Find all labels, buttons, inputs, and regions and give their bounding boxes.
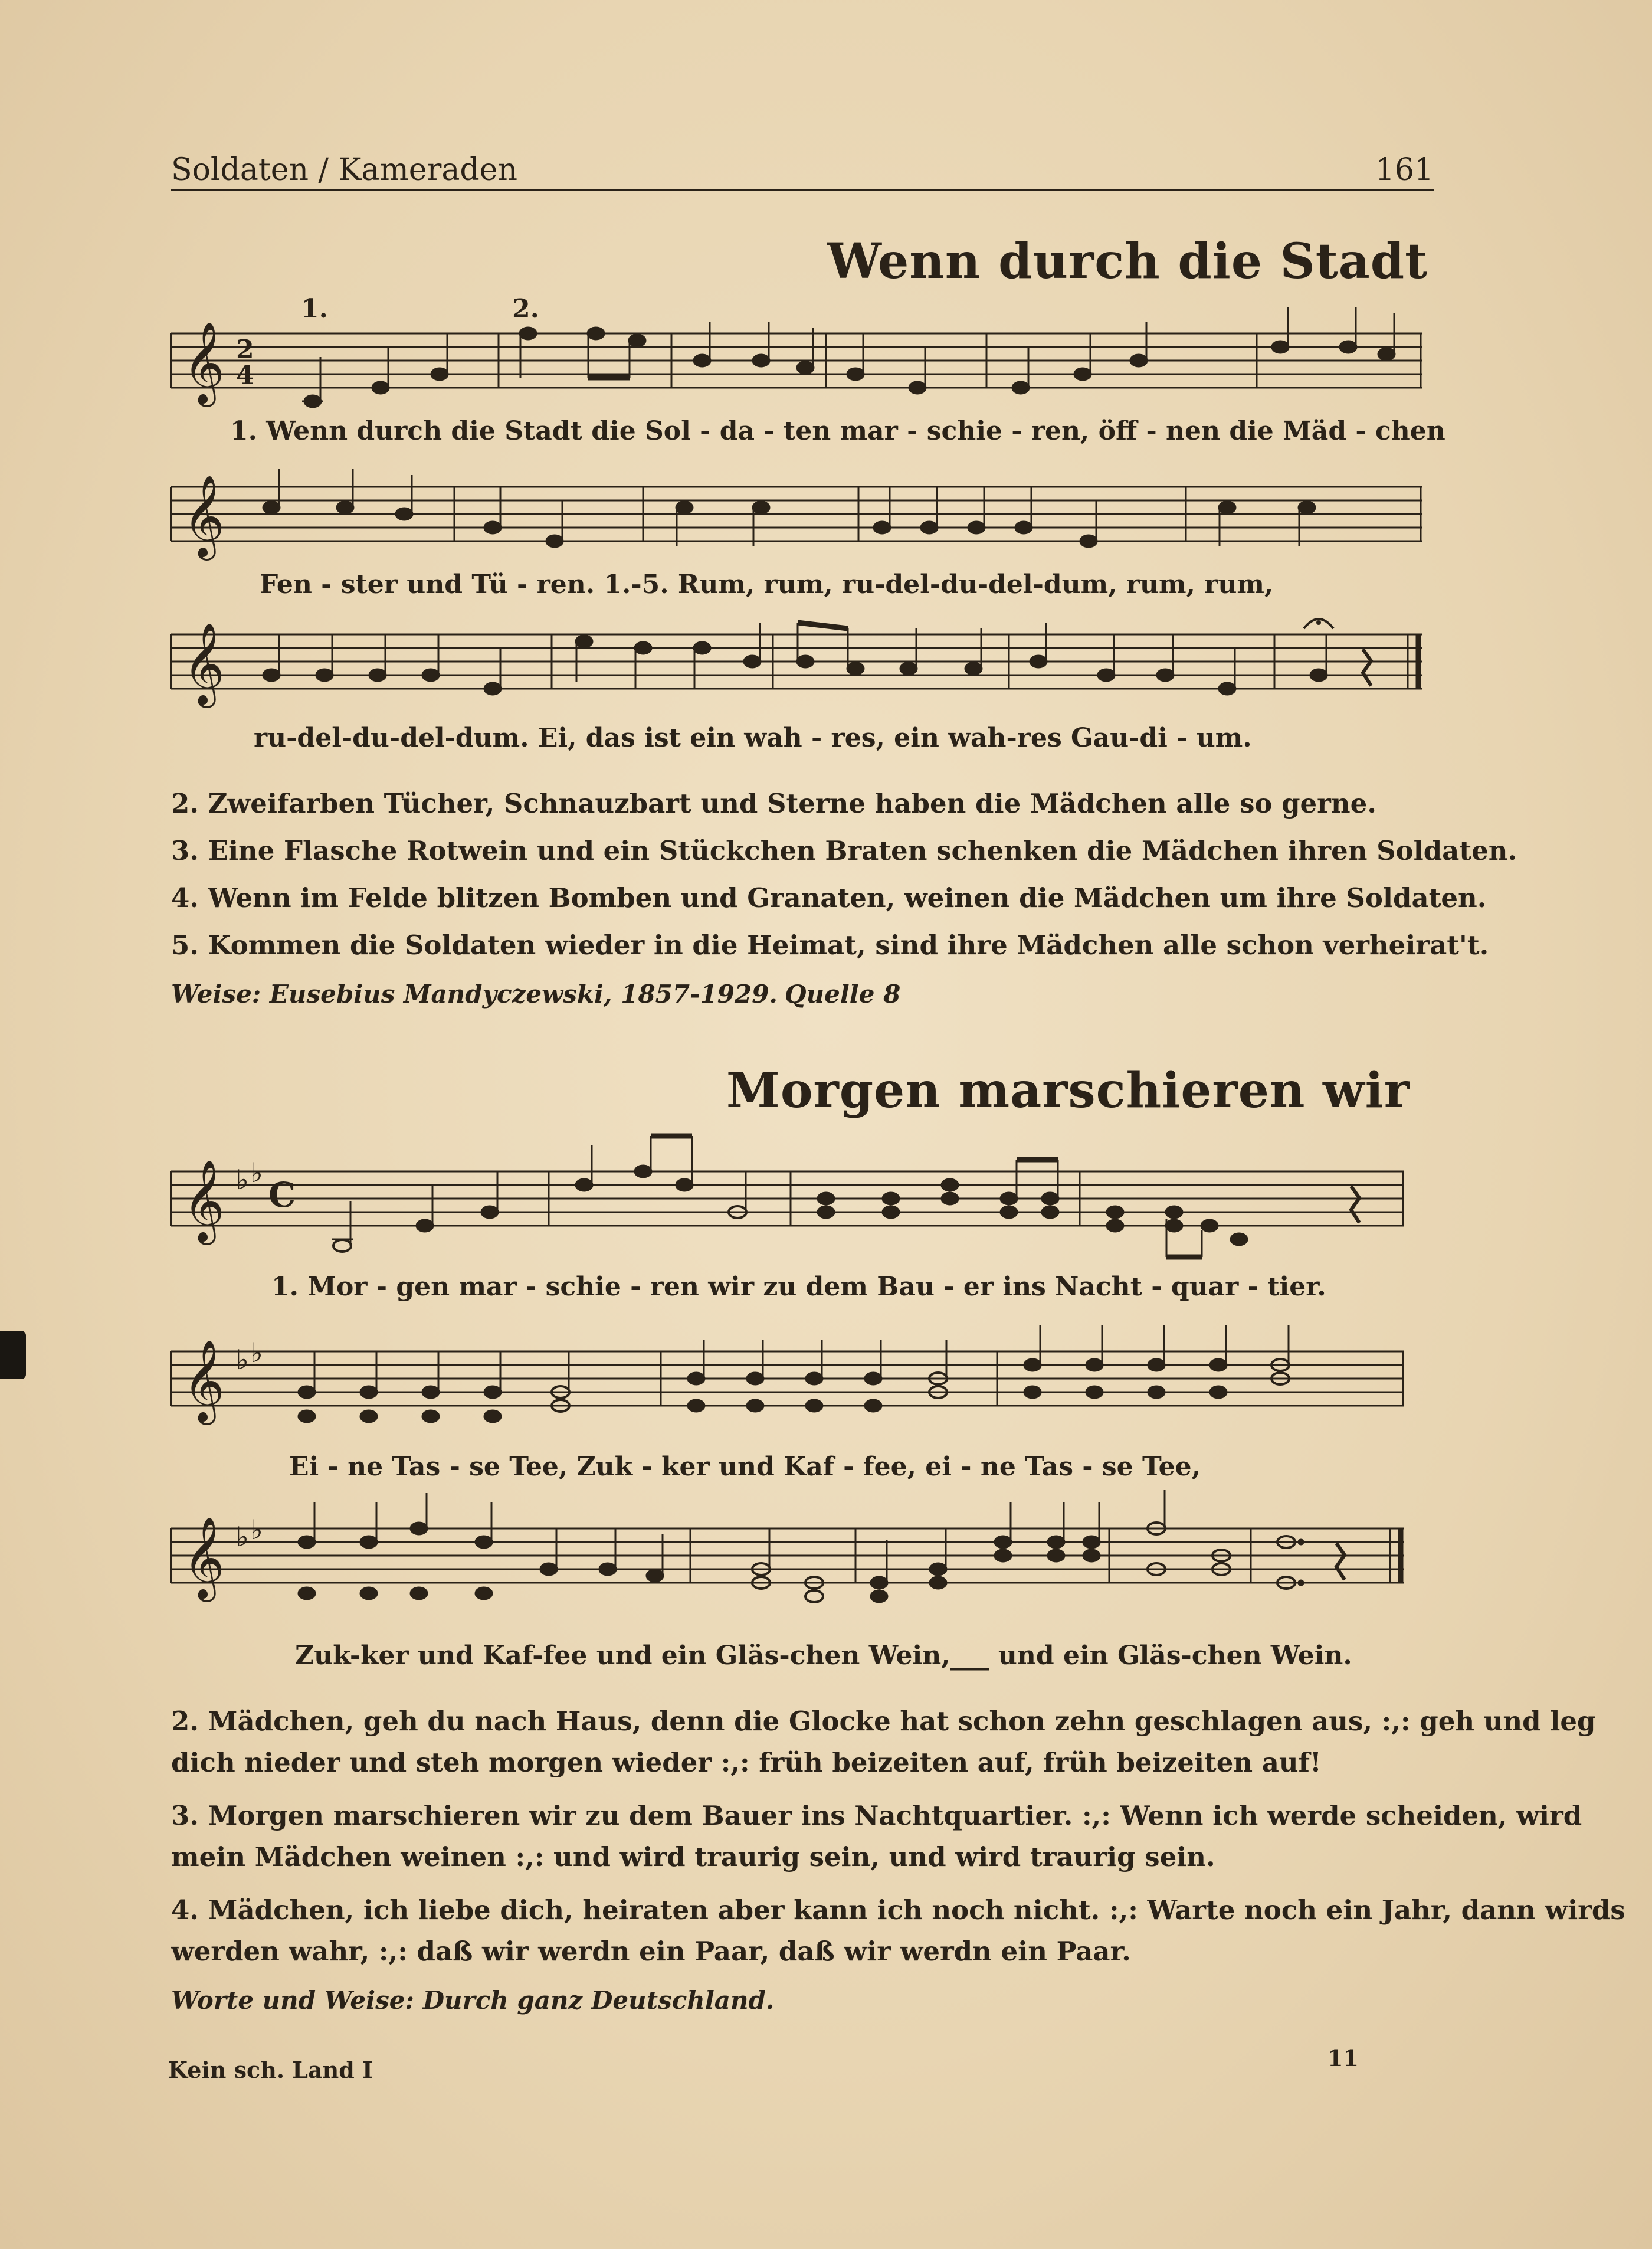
svg-text:𝄞: 𝄞 [183,1340,225,1422]
song2-verse-4-line-1: 4. Mädchen, ich liebe dich, heiraten aber kann ich noch nicht. :,: Warte noch ein Jahr, dann wirds [171,1894,1625,1926]
song1-staff-2 [171,475,1422,564]
svg-text:𝄞: 𝄞 [183,322,225,404]
svg-text:2: 2 [236,335,254,365]
song1-staff-1 [171,322,1422,410]
sheet-number: 11 [1328,2045,1359,2071]
song1-staff-3 [171,623,1422,711]
song1-verse-5: 5. Kommen die Soldaten wieder in die Heimat, sind ihre Mädchen alle schon verheirat't. [171,929,1489,961]
footer-signature: Kein sch. Land I [168,2057,373,2083]
song2-title: Morgen marschieren wir [726,1062,1410,1119]
song2-staff-1 [171,1157,1404,1248]
song2-verse-2-line-2: dich nieder und steh morgen wieder :,: früh beizeiten auf, früh beizeiten auf! [171,1747,1322,1778]
svg-text:𝄞: 𝄞 [183,1160,225,1242]
song1-source: Quelle 8 [785,980,901,1009]
song2-verse-3-line-1: 3. Morgen marschieren wir zu dem Bauer ins Nachtquartier. :,: Wenn ich werde scheiden, wird [171,1800,1582,1831]
svg-text:4: 4 [236,361,254,391]
page-number: 161 [1375,152,1434,188]
volta-mark-2: 2. [512,294,539,324]
page-header [171,148,1434,191]
song2-lyric-line-1: 1. Mor - gen mar - schie - ren wir zu dem Bau - er ins Nacht - quar - tier. [271,1272,1326,1302]
svg-text:♭: ♭ [250,1157,263,1189]
svg-text:C: C [268,1175,296,1215]
song1-verse-3: 3. Eine Flasche Rotwein und ein Stückchen Braten schenken die Mädchen ihren Soldaten. [171,835,1517,866]
volta-mark-1: 1. [301,294,328,324]
song2-lyric-line-2: Ei - ne Tas - se Tee, Zuk - ker und Kaf - fee, ei - ne Tas - se Tee, [289,1452,1201,1482]
section-title: Soldaten / Kameraden [171,152,517,188]
song1-verse-2: 2. Zweifarben Tücher, Schnauzbart und Sterne haben die Mädchen alle so gerne. [171,788,1376,819]
svg-text:♭: ♭ [250,1514,263,1546]
song1-lyric-line-1: 1. Wenn durch die Stadt die Sol - da - ten mar - schie - ren, öff - nen die Mäd - chen [230,416,1446,446]
song2-verse-3-line-2: mein Mädchen weinen :,: und wird traurig sein, und wird traurig sein. [171,1841,1215,1872]
svg-text:♭: ♭ [236,1521,249,1553]
svg-text:♭: ♭ [250,1337,263,1369]
svg-text:𝄞: 𝄞 [183,475,225,557]
song1-verse-4: 4. Wenn im Felde blitzen Bomben und Granaten, weinen die Mädchen um ihre Soldaten. [171,882,1487,914]
song2-verse-4-line-2: werden wahr, :,: daß wir werdn ein Paar, daß wir werdn ein Paar. [171,1936,1131,1967]
song1-title: Wenn durch die Stadt [827,233,1428,290]
edge-tab-marker [0,1331,26,1379]
song1-lyric-line-3: ru-del-du-del-dum. Ei, das ist ein wah - res, ein wah-res Gau-di - um. [254,723,1252,753]
song2-staff-3 [171,1514,1404,1605]
song2-lyric-line-3: Zuk-ker und Kaf-fee und ein Gläs-chen Wein,___ und ein Gläs-chen Wein. [295,1641,1352,1671]
svg-text:♭: ♭ [236,1164,249,1196]
svg-text:𝄞: 𝄞 [183,623,225,705]
song1-credit: Weise: Eusebius Mandyczewski, 1857-1929. [171,980,778,1009]
song2-staff-2 [171,1337,1404,1428]
svg-text:𝄞: 𝄞 [183,1517,225,1599]
song2-verse-2-line-1: 2. Mädchen, geh du nach Haus, denn die Glocke hat schon zehn geschlagen aus, :,: geh und leg [171,1705,1596,1737]
song1-lyric-line-2: Fen - ster und Tü - ren. 1.-5. Rum, rum, ru-del-du-del-dum, rum, rum, [260,569,1274,600]
svg-text:♭: ♭ [236,1344,249,1376]
song2-credit: Worte und Weise: Durch ganz Deutschland. [171,1986,775,2015]
